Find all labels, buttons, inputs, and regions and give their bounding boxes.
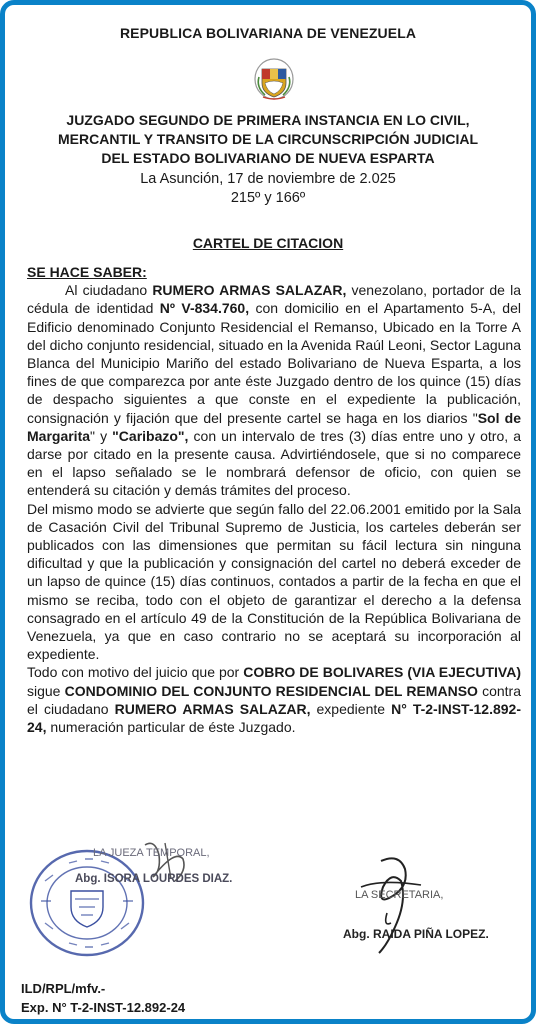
notice-body <box>27 263 521 736</box>
judge-name: Abg. ISORA LOURDES DIAZ. <box>75 873 233 885</box>
secretary-signature-block <box>321 857 521 957</box>
court-heading <box>5 111 531 168</box>
secretary-signature-icon <box>321 857 521 957</box>
text-run: " y <box>90 427 113 444</box>
footer-references <box>21 979 185 1017</box>
file-reference: Exp. N° T-2-INST-12.892-24 <box>21 1000 186 1015</box>
file-number: N° T-2-INST-12.892-24, <box>27 700 521 736</box>
place-date: La Asunción, 17 de noviembre de 2.025 <box>140 171 396 187</box>
paragraph-3 <box>27 663 521 736</box>
text-run: Todo con motivo del juicio que por <box>27 664 244 681</box>
text-run: numeración particular de éste Juzgado. <box>46 719 296 736</box>
judge-title: LA JUEZA TEMPORAL, <box>93 847 210 859</box>
id-number: Nº V-834.760, <box>159 300 250 317</box>
newspaper-1: Sol de Margarita <box>27 409 521 444</box>
text-run: expediente <box>310 700 392 717</box>
text-run: venezolano, portador de la cédula de identidad <box>27 282 521 317</box>
court-line-1: JUZGADO SEGUNDO DE PRIMERA INSTANCIA EN LO CIVIL, <box>66 112 470 128</box>
lead-heading: SE HACE SABER: <box>27 264 147 280</box>
initials: ILD/RPL/mfv.- <box>21 981 106 996</box>
text-run: Al ciudadano <box>65 282 153 299</box>
newspaper-2: "Caribazo", <box>112 427 189 444</box>
defendant-name: RUMERO ARMAS SALAZAR, <box>114 700 311 717</box>
paragraph-1 <box>27 281 521 499</box>
coat-of-arms-icon <box>253 57 295 101</box>
judge-signature-block <box>25 841 265 951</box>
place-date-block <box>5 170 531 208</box>
plaintiff: CONDOMINIO DEL CONJUNTO RESIDENCIAL DEL REMANSO <box>64 682 478 699</box>
text-run: con un intervalo de tres (3) días entre uno y otro, a darse por citado en la presente causa. Advirtiéndosele, que si no comparece en el lapso señalado se le nombrará defensor de oficio, con quien se entenderá su citación y demás trámites del proceso. <box>27 427 521 499</box>
document-title: CARTEL DE CITACION <box>192 235 344 251</box>
text-run: contra el ciudadano <box>27 682 521 717</box>
secretary-title: LA SECRETARIA, <box>355 889 444 901</box>
text-run: con domicilio en el Apartamento 5-A, del Edificio denominado Conjunto Residencial el Remanso, Ubicado en la Torre A del dicho conjunto residencial, situado en la Avenida Raúl Leoni, Sector Laguna Blanca del Municipio Mariño del estado Bolivariano de Nueva Esparta, a los fines de que comparezca por ante éste Juzgado dentro de los quince (15) días de despacho siguientes a que conste en el expediente la publicación, consignación y fijación que del presente cartel se haga en los diarios " <box>27 300 521 426</box>
court-line-3: DEL ESTADO BOLIVARIANO DE NUEVA ESPARTA <box>101 150 435 166</box>
country-heading: REPUBLICA BOLIVARIANA DE VENEZUELA <box>119 25 417 41</box>
secretary-name: Abg. RAIDA PIÑA LOPEZ. <box>343 927 489 941</box>
cause: COBRO DE BOLIVARES (VIA EJECUTIVA) <box>243 664 521 681</box>
defendant-name: RUMERO ARMAS SALAZAR, <box>152 282 347 299</box>
paragraph-2: Del mismo modo se advierte que según fallo del 22.06.2001 emitido por la Sala de Casación Civil del Tribunal Supremo de Justicia, los carteles deberán ser publicados con las dimensiones que permitan su fácil lectura sin ninguna dificultad y que la publicación y consignación del cartel no deberá exceder de un lapso de quince (15) días continuos, contados a partir de la fecha en que el mismo se reciba, todo con el objeto de garantizar el derecho a la defensa consagrado en el artículo 49 de la Constitución de la República Bolivariana de Venezuela, ya que en caso contrario no se aceptará su incorporación al expediente. <box>27 500 521 663</box>
years: 215º y 166º <box>230 190 306 206</box>
court-line-2: MERCANTIL Y TRANSITO DE LA CIRCUNSCRIPCIÓN JUDICIAL <box>57 131 479 147</box>
text-run: sigue <box>27 682 65 699</box>
